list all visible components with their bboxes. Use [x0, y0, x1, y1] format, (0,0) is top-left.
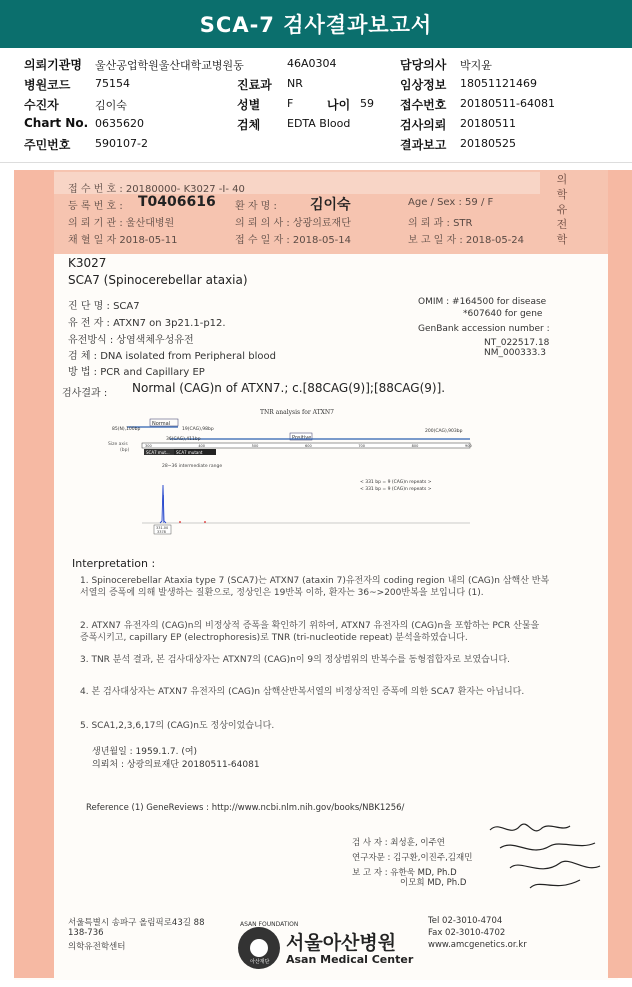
- req-org: 울산공업학원울산대학교병원동: [95, 59, 244, 72]
- age-sex: Age / Sex : 59 / F: [408, 197, 494, 208]
- right-band: [608, 170, 632, 978]
- left-band: [14, 170, 54, 978]
- x-tick-label: 900: [465, 444, 472, 448]
- repeat2: < 331 bp = 9 (CAG)n repeats >: [360, 487, 432, 492]
- address-3: 의학유전학센터: [68, 942, 126, 952]
- test-code: K3027: [68, 256, 107, 270]
- size-marker: [179, 521, 181, 523]
- bar-a-label: SCA7 mut...: [146, 450, 170, 455]
- gene: 유 전 자 : ATXN7 on 3p21.1-p12.: [68, 318, 226, 329]
- peak-main: [160, 485, 166, 523]
- req-org-label: 의뢰기관명: [24, 58, 82, 72]
- age-label: 나이: [327, 98, 351, 112]
- requester: 의뢰처 : 상광의료재단 20180511-64081: [92, 760, 260, 770]
- address-1: 서울특별시 송파구 올림픽로43길 88: [68, 918, 205, 928]
- scan-report-date: 보 고 일 자 : 2018-05-24: [408, 235, 525, 246]
- logo-center-text: 아산재단: [250, 959, 270, 965]
- rrn: 590107-2: [95, 137, 148, 150]
- divider: [0, 162, 632, 163]
- peak-height: 3378: [157, 530, 166, 534]
- peak-size: 331.00: [156, 526, 169, 530]
- result-value: Normal (CAG)n of ATXN7.; c.[88CAG(9)];[88CAG(9)].: [132, 381, 446, 395]
- age: 59: [360, 97, 374, 110]
- interp-2: 2. ATXN7 유전자의 (CAG)n의 비정상적 증폭을 확인하기 위하여, ATXN7 유전자의 (CAG)n을 포함하는 PCR 산물을 증폭시키고, capillary EP (electrophoresis)로 TNR (tri-nucleotide repeat) 분석을하였습니다.: [80, 621, 540, 643]
- x-tick-label: 400: [198, 444, 206, 448]
- range-label: 28~36 intermediate range: [162, 464, 223, 469]
- receipt-no: 접 수 번 호 : 20180000- K3027 -I- 40: [68, 184, 245, 195]
- reg-label: 등 록 번 호 :: [68, 201, 123, 212]
- report-label: 결과보고: [400, 138, 447, 152]
- specimen: EDTA Blood: [287, 117, 351, 130]
- scan-patient: 김이숙: [310, 197, 351, 213]
- logo-inner: [250, 939, 268, 957]
- hospital-name-en: Asan Medical Center: [286, 953, 414, 966]
- repeat1: < 331 bp = 9 (CAG)n repeats >: [360, 480, 432, 485]
- l1: 85(N),100bp: [112, 427, 141, 432]
- test-req-label: 검사의뢰: [400, 118, 447, 132]
- test-title: SCA7 (Spinocerebellar ataxia): [68, 273, 248, 287]
- receipt-label: 접수번호: [400, 98, 447, 112]
- side-label: 의 학 유 전 학: [556, 173, 568, 246]
- interp-3: 3. TNR 분석 결과, 본 검사대상자는 ATXN7의 (CAG)n이 9의 정상범위의 반복수를 동형접합자로 보였습니다.: [80, 655, 511, 665]
- tester: 검 사 자 : 최성훈, 이주연: [352, 838, 445, 848]
- size-marker: [204, 521, 206, 523]
- reporter-2: 이모희 MD, Ph.D: [400, 878, 467, 888]
- diagnosis: 진 단 명 : SCA7: [68, 301, 140, 312]
- interp-1: 1. Spinocerebellar Ataxia type 7 (SCA7)는 ATXN7 (ataxin 7)유전자의 coding region 내의 (CAG)n 삼핵산 반복서열의 증폭에 의해 발생하는 질환으로, 정상인은 19반복 이하, 환자는 36~>200반복을 보입니다 (1).: [80, 576, 550, 598]
- sample: 검 체 : DNA isolated from Peripheral blood: [68, 351, 276, 362]
- receipt: 20180511-64081: [460, 97, 555, 110]
- hospital-name-kr: 서울아산병원: [286, 932, 397, 954]
- signature: [470, 818, 610, 898]
- x-tick-label: 700: [358, 444, 366, 448]
- method: 방 법 : PCR and Capillary EP: [68, 367, 205, 378]
- org: 의 뢰 기 관 : 울산대병원: [68, 218, 175, 229]
- patient-label: 수진자: [24, 98, 59, 112]
- size-unit: (bp): [120, 448, 130, 453]
- patient: 김이숙: [95, 99, 127, 112]
- clinical: 18051121469: [460, 77, 537, 90]
- normal-label: Normal: [152, 421, 171, 427]
- report-title: SCA-7 검사결과보고서: [0, 0, 632, 48]
- clinical-label: 임상정보: [400, 78, 447, 92]
- inheritance: 유전방식 : 상염색체우성유전: [68, 335, 194, 346]
- hosp-code-label: 병원코드: [24, 78, 71, 92]
- collect-date: 채 혈 일 자 2018-05-11: [68, 235, 178, 246]
- address-2: 138-736: [68, 928, 104, 938]
- report-header: [0, 52, 632, 162]
- tel: Tel 02-3010-4704: [428, 916, 503, 926]
- positive-label: Positive: [292, 435, 312, 441]
- logo-ring-text: ASAN FOUNDATION: [240, 921, 299, 928]
- l4: 200(CAG),903bp: [425, 429, 463, 434]
- birth: 생년월일 : 1959.1.7. (여): [92, 747, 198, 757]
- bar-b-label: SCA7 mutant: [176, 450, 203, 455]
- x-tick-label: 600: [305, 444, 312, 448]
- interp-4: 4. 본 검사대상자는 ATXN7 유전자의 (CAG)n 삼핵산반복서열의 비정상적인 증폭에 의한 SCA7 환자는 아닙니다.: [80, 687, 525, 697]
- report-date: 20180525: [460, 137, 516, 150]
- nt-accession: NT_022517.18: [484, 338, 550, 348]
- interp-5: 5. SCA1,2,3,6,17의 (CAG)n도 정상이었습니다.: [80, 721, 275, 731]
- l2: 19(CAG),98bp: [182, 427, 214, 432]
- chart-no: 0635620: [95, 117, 144, 130]
- interp-title: Interpretation :: [72, 557, 156, 570]
- size-label: Size axis: [108, 442, 128, 447]
- doctor-label: 담당의사: [400, 58, 447, 72]
- genbank: GenBank accession number :: [418, 324, 550, 334]
- hosp-code: 75154: [95, 77, 130, 90]
- x-tick-label: 300: [145, 444, 152, 448]
- l3: 36(CAG),411bp: [166, 437, 201, 442]
- test-req: 20180511: [460, 117, 516, 130]
- omim: OMIM : #164500 for disease: [418, 297, 547, 307]
- sex: F: [287, 97, 294, 110]
- x-tick-label: 500: [251, 444, 259, 448]
- doctor: 박지윤: [460, 59, 492, 72]
- dept: NR: [287, 77, 303, 90]
- reporter: 보 고 자 : 유한욱 MD, Ph.D: [352, 868, 457, 878]
- receive-date: 접 수 일 자 : 2018-05-14: [235, 235, 352, 246]
- result-label: 검사결과 :: [62, 388, 108, 399]
- dept-label: 진료과: [237, 78, 272, 92]
- rrn-label: 주민번호: [24, 138, 71, 152]
- fax: Fax 02-3010-4702: [428, 928, 506, 938]
- nm-accession: NM_000333.3: [484, 348, 546, 358]
- scan-dept: 의 뢰 과 : STR: [408, 218, 473, 229]
- x-tick-label: 800: [411, 444, 419, 448]
- specimen-label: 검체: [237, 118, 261, 132]
- tnr-chart: [90, 405, 490, 553]
- researcher: 연구자문 : 김구환,이진주,김재민: [352, 853, 473, 863]
- sex-label: 성별: [237, 98, 261, 112]
- code2: 46A0304: [287, 57, 337, 70]
- chart-label: Chart No.: [24, 116, 89, 130]
- website: www.amcgenetics.or.kr: [428, 940, 527, 950]
- omim-gene: *607640 for gene: [463, 309, 543, 319]
- scan-doctor: 의 뢰 의 사 : 상광의료재단: [235, 218, 351, 229]
- reference: Reference (1) GeneReviews : http://www.ncbi.nlm.nih.gov/books/NBK1256/: [86, 803, 405, 813]
- reg-no: T0406616: [138, 194, 216, 210]
- scan-patient-label: 환 자 명 :: [235, 201, 277, 212]
- chart-title: TNR analysis for ATXN7: [260, 409, 334, 416]
